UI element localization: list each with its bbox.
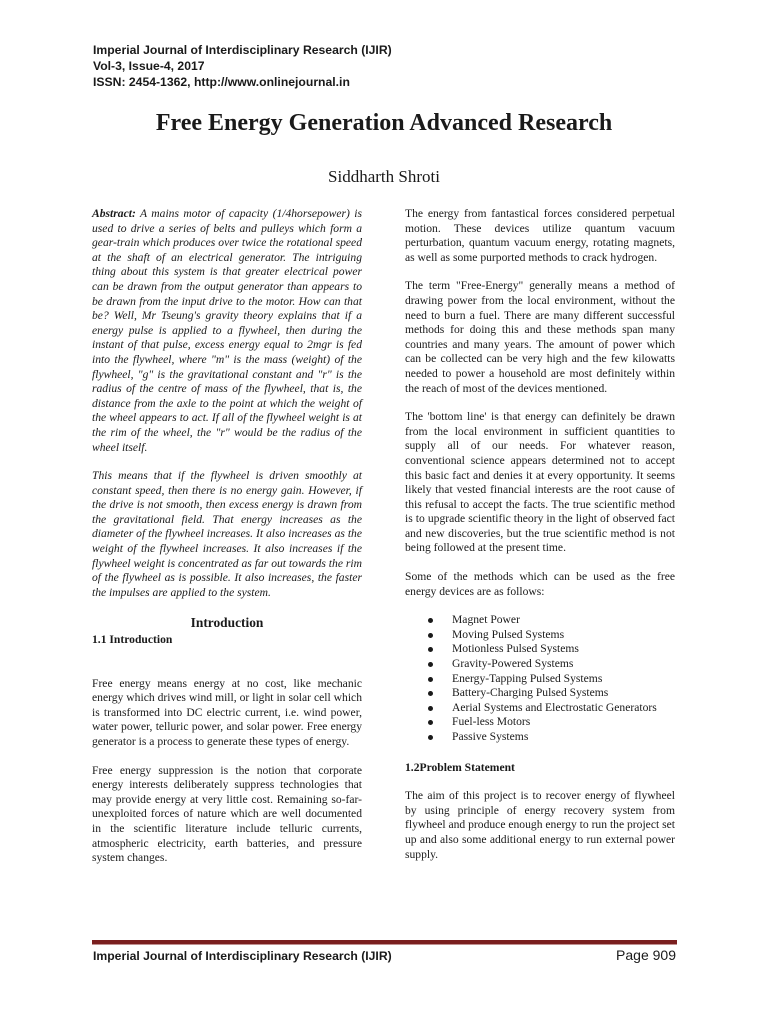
list-item: Magnet Power	[428, 613, 675, 628]
journal-issn: ISSN: 2454-1362, http://www.onlinejournal.in	[93, 75, 350, 89]
list-item: Energy-Tapping Pulsed Systems	[428, 672, 675, 687]
introduction-subheading: 1.1 Introduction	[92, 633, 173, 647]
intro-paragraph: Free energy suppression is the notion that corporate energy interests deliberately suppress technologies that may provide energy at very little cost. Remaining so-far-unexploited forces of nature which are well documented in the scientific literature include telluric currents, atmospheric electricity, earth batteries, and pressure system changes.	[92, 763, 362, 865]
page-number: Page 909	[616, 947, 676, 963]
list-item: Gravity-Powered Systems	[428, 657, 675, 672]
list-item: Motionless Pulsed Systems	[428, 642, 675, 657]
abstract-text: A mains motor of capacity (1/4horsepower) is used to drive a series of belts and pulleys which form a gear-train which produces over twice the rotational speed at the shaft of an electrical generator. The intriguing thing about this system is that greater electrical power can be drawn from the output generator than appears to be drawn from the input drive to the motor. How can that be? Well, Mr Tseung's gravity theory explains that if a energy pulse is applied to a flywheel, then during the instant of that pulse, excess energy equal to 2mgr is fed into the flywheel, where "m" is the mass (weight) of the flywheel, "g" is the gravitational constant and "r" is the radius of the centre of mass of the flywheel, that is, the distance from the axle to the point at which the weight of the wheel appears to act. If all of the flywheel weight is at the rim of the wheel, the "r" would be the radius of the wheel itself.	[92, 207, 362, 454]
left-column	[92, 207, 362, 880]
list-item: Moving Pulsed Systems	[428, 628, 675, 643]
journal-name: Imperial Journal of Interdisciplinary Research (IJIR)	[93, 43, 392, 57]
intro-paragraph: Free energy means energy at no cost, like mechanic energy which drives wind mill, or light in solar cell which is transformed into DC electric current, i.e. wind power, water power, telluric power, and solar power. Free energy generator is a process to generate these types of energy.	[92, 676, 362, 748]
list-item: Fuel-less Motors	[428, 715, 675, 730]
list-item: Aerial Systems and Electrostatic Generators	[428, 701, 675, 716]
footer-journal: Imperial Journal of Interdisciplinary Research (IJIR)	[93, 949, 392, 963]
abstract-paragraph	[92, 207, 362, 455]
right-column	[405, 207, 675, 876]
body-paragraph: The 'bottom line' is that energy can definitely be drawn from the local environment in sufficient quantities to supply all of our needs. For whatever reason, conventional science appears determined not to accept this basic fact and denies it at every opportunity. It seems likely that vested financial interests are the root cause of this refusal to accept the facts. The true scientific method is to upgrade scientific theory in the light of observed fact and new discoveries, but the true scientific method is not being followed at the present time.	[405, 410, 675, 555]
list-item: Passive Systems	[428, 730, 675, 745]
abstract-label: Abstract:	[92, 207, 136, 220]
introduction-heading: Introduction	[190, 615, 264, 631]
problem-statement-heading: 1.2Problem Statement	[405, 760, 515, 774]
paper-title: Free Energy Generation Advanced Research	[155, 110, 613, 136]
body-paragraph: The energy from fantastical forces considered perpetual motion. These devices utilize quantum vacuum perturbation, quantum vacuum energy, rotating magnets, as well as some purported methods to crack hydrogen.	[405, 207, 675, 264]
footer-rule	[92, 940, 677, 945]
journal-volume: Vol-3, Issue-4, 2017	[93, 59, 205, 73]
problem-statement-text: The aim of this project is to recover energy of flywheel by using principle of energy recovery system from flywheel and produce enough energy to run the project set up and also some additional energy to run external power supply.	[405, 789, 675, 861]
methods-list	[405, 613, 675, 744]
journal-header	[93, 42, 392, 90]
paper-author: Siddharth Shroti	[328, 167, 440, 186]
body-paragraph: The term "Free-Energy" generally means a method of drawing power from the local environment, without the need to burn a fuel. There are many different successful methods for doing this and these methods span many countries and many years. The amount of power which can be collected can be very high and the few kilowatts needed to power a household are most definitely within the reach of most of the devices mentioned.	[405, 279, 675, 395]
list-item: Battery-Charging Pulsed Systems	[428, 686, 675, 701]
abstract-paragraph-2: This means that if the flywheel is driven smoothly at constant speed, then there is no energy gain. However, if the drive is not smooth, then excess energy is drawn from the gravitational field. That energy increases as the diameter of the flywheel increases. It also increases as the weight of the flywheel increases. It also increases if the flywheel weight is concentrated as far out towards the rim of the flywheel as is possible. It also increases, the faster the impulses are applied to the system.	[92, 469, 362, 599]
body-paragraph: Some of the methods which can be used as the free energy devices are as follows:	[405, 570, 675, 598]
